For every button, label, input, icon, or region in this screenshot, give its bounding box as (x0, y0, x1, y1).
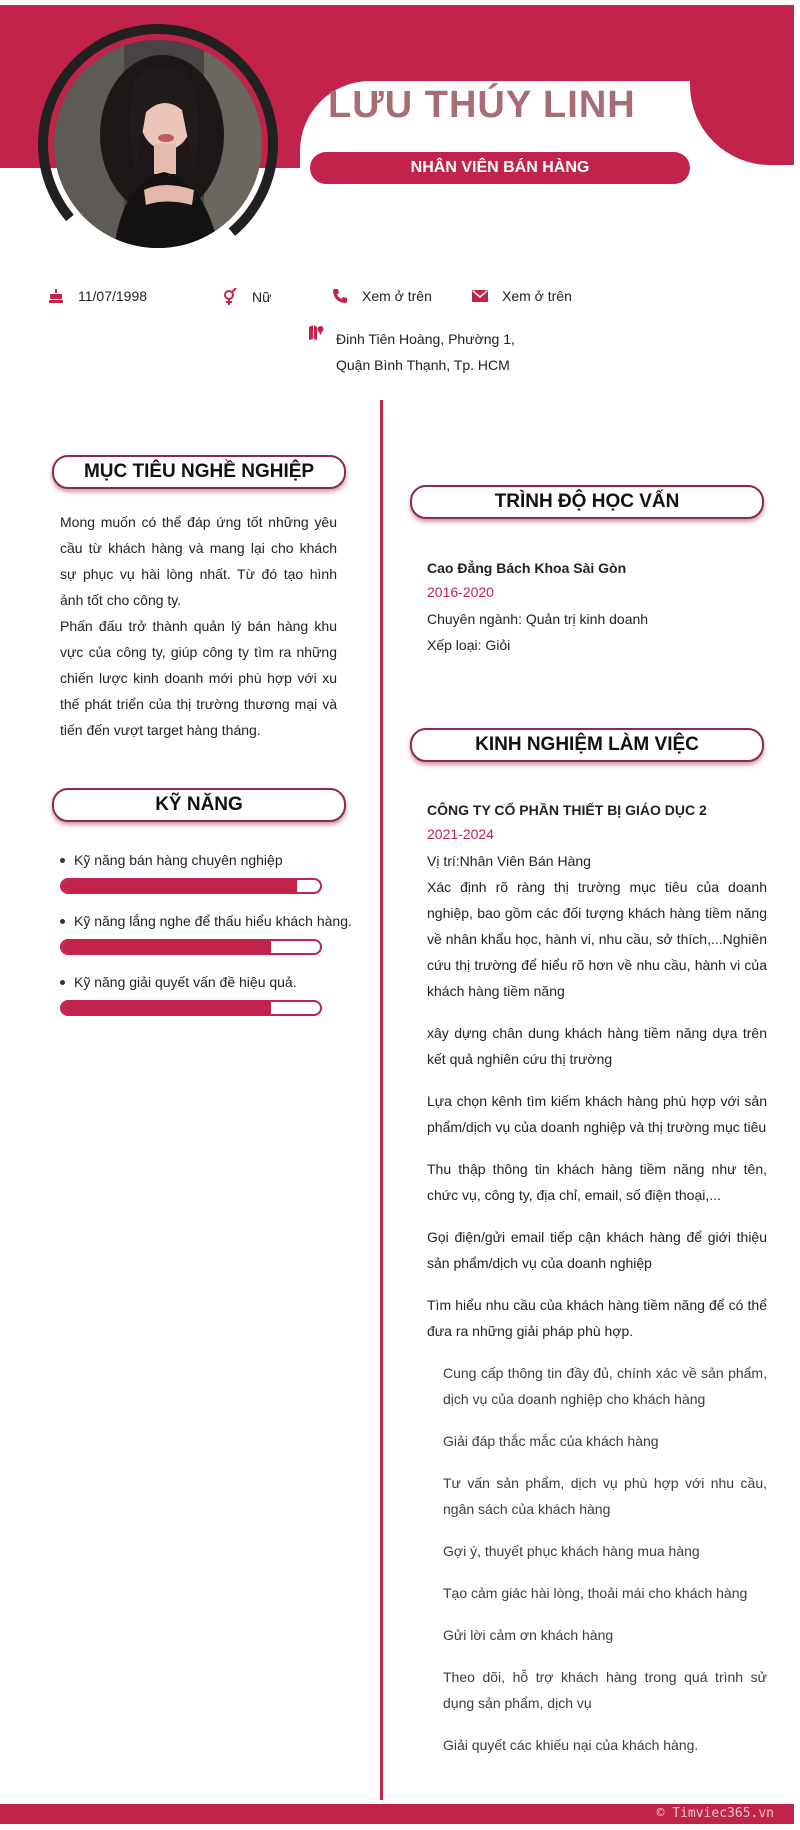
contact-address-icon-wrap (308, 324, 338, 340)
list-item: Theo dõi, hỗ trợ khách hàng trong quá trình sử dụng sản phẩm, dịch vụ (443, 1669, 767, 1711)
skill-name: Kỹ năng bán hàng chuyên nghiệp (74, 852, 283, 868)
skill-level-fill (62, 880, 297, 892)
address-line-1: Đinh Tiên Hoàng, Phường 1, (336, 331, 515, 347)
skill-level-bar (60, 1000, 322, 1016)
list-item: Gửi lời cảm ơn khách hàng (443, 1627, 614, 1643)
experience-description: Tìm hiểu nhu cầu của khách hàng tiềm năng để có thể đưa ra những giải pháp phù hợp. (427, 1297, 767, 1339)
birthday-cake-icon (48, 288, 64, 304)
skill-name: Kỹ năng giải quyết vấn đề hiệu quả. (74, 974, 297, 990)
list-item: Giải quyết các khiếu nại của khách hàng. (443, 1737, 699, 1753)
bullet-icon (60, 919, 65, 924)
education-heading: TRÌNH ĐỘ HỌC VẤN (410, 485, 764, 519)
experience-description: xây dựng chân dung khách hàng tiềm năng dựa trên kết quả nghiên cứu thị trường (427, 1025, 767, 1067)
experience-entry (427, 802, 767, 1774)
skill-item (60, 852, 360, 894)
column-divider (380, 400, 383, 1800)
list-item: Tư vấn sản phẩm, dịch vụ phù hợp với nhu cầu, ngân sách của khách hàng (443, 1475, 767, 1517)
experience-description: Xác định rõ ràng thị trường mục tiêu của doanh nghiệp, bao gồm các đối tượng khách hàng tiềm năng về nhân khẩu học, hành vi, nhu cầu, sở thích,...Nghiên cứu thị trường để hiểu rõ hơn về nhu cầu, hành vi của khách hàng tiềm năng (427, 879, 767, 999)
experience-description: Thu thập thông tin khách hàng tiềm năng như tên, chức vụ, công ty, địa chỉ, email, số điện thoại,... (427, 1161, 767, 1203)
contact-gender (222, 288, 271, 306)
skill-item (60, 974, 360, 1016)
experience-years: 2021-2024 (427, 826, 494, 842)
skills-heading: KỸ NĂNG (52, 788, 346, 822)
company-name: CÔNG TY CỔ PHẦN THIẾT BỊ GIÁO DỤC 2 (427, 802, 707, 818)
birthday-value: 11/07/1998 (78, 288, 148, 304)
email-value: Xem ở trên (502, 288, 572, 304)
list-item: Gợi ý, thuyết phục khách hàng mua hàng (443, 1543, 700, 1559)
watermark-text: © Timviec365.vn (656, 1806, 774, 1821)
education-grade: Xếp loại: Giỏi (427, 637, 511, 653)
bullet-icon (60, 858, 65, 863)
skill-level-fill (62, 1002, 271, 1014)
phone-icon (332, 288, 348, 304)
experience-description: Lựa chọn kênh tìm kiếm khách hàng phù hợp với sản phẩm/dịch vụ của doanh nghiệp và thị trường mục tiêu (427, 1093, 767, 1135)
skill-level-bar (60, 939, 322, 955)
email-envelope-icon (472, 290, 488, 302)
objective-paragraph-1: Mong muốn có thể đáp ứng tốt những yêu cầu từ khách hàng và mang lại cho khách sự phục vụ hài lòng nhất. Từ đó tạo hình ảnh tốt cho công ty. (60, 514, 337, 608)
list-item: Cung cấp thông tin đầy đủ, chính xác về sản phẩm, dịch vụ của doanh nghiệp cho khách hàng (443, 1365, 767, 1407)
map-location-icon (308, 324, 324, 340)
contact-phone (332, 288, 432, 304)
list-item: Giải đáp thắc mắc của khách hàng (443, 1433, 659, 1449)
objective-paragraph-2: Phấn đấu trở thành quản lý bán hàng khu vực của công ty, giúp công ty tìm ra những chiến lược kinh doanh mới phù hợp với xu thế phát triển của thị trường thương mại và tiến đến vượt target hàng tháng. (60, 618, 337, 738)
skill-name: Kỹ năng lắng nghe để thấu hiểu khách hàng. (74, 913, 352, 929)
experience-position: Vị trí:Nhân Viên Bán Hàng (427, 853, 591, 869)
objective-text (60, 509, 337, 743)
skill-level-fill (62, 941, 271, 953)
school-name: Cao Đẳng Bách Khoa Sài Gòn (427, 560, 627, 576)
skill-item (60, 913, 360, 955)
address-line-2: Quận Bình Thạnh, Tp. HCM (336, 357, 510, 373)
objective-heading: MỤC TIÊU NGHỀ NGHIỆP (52, 455, 346, 489)
list-item: Tạo cảm giác hài lòng, thoải mái cho khách hàng (443, 1585, 748, 1601)
experience-heading: KINH NGHIỆM LÀM VIỆC (410, 728, 764, 762)
experience-description: Gọi điện/gửi email tiếp cận khách hàng để giới thiệu sản phẩm/dịch vụ của doanh nghiệp (427, 1229, 767, 1271)
address-value (336, 326, 515, 378)
contact-email (472, 288, 572, 304)
bullet-icon (60, 980, 65, 985)
candidate-name: LƯU THÚY LINH (328, 84, 636, 126)
gender-icon (222, 288, 238, 306)
education-years: 2016-2020 (427, 584, 494, 600)
education-major: Chuyên ngành: Quản trị kinh doanh (427, 611, 649, 627)
job-title-badge: NHÂN VIÊN BÁN HÀNG (310, 152, 690, 184)
gender-value: Nữ (252, 289, 272, 305)
experience-task-list (427, 1360, 767, 1758)
contact-birthday (48, 288, 147, 304)
education-entry (427, 560, 767, 658)
footer-bar (0, 1804, 794, 1824)
phone-value: Xem ở trên (362, 288, 432, 304)
skill-level-bar (60, 878, 322, 894)
